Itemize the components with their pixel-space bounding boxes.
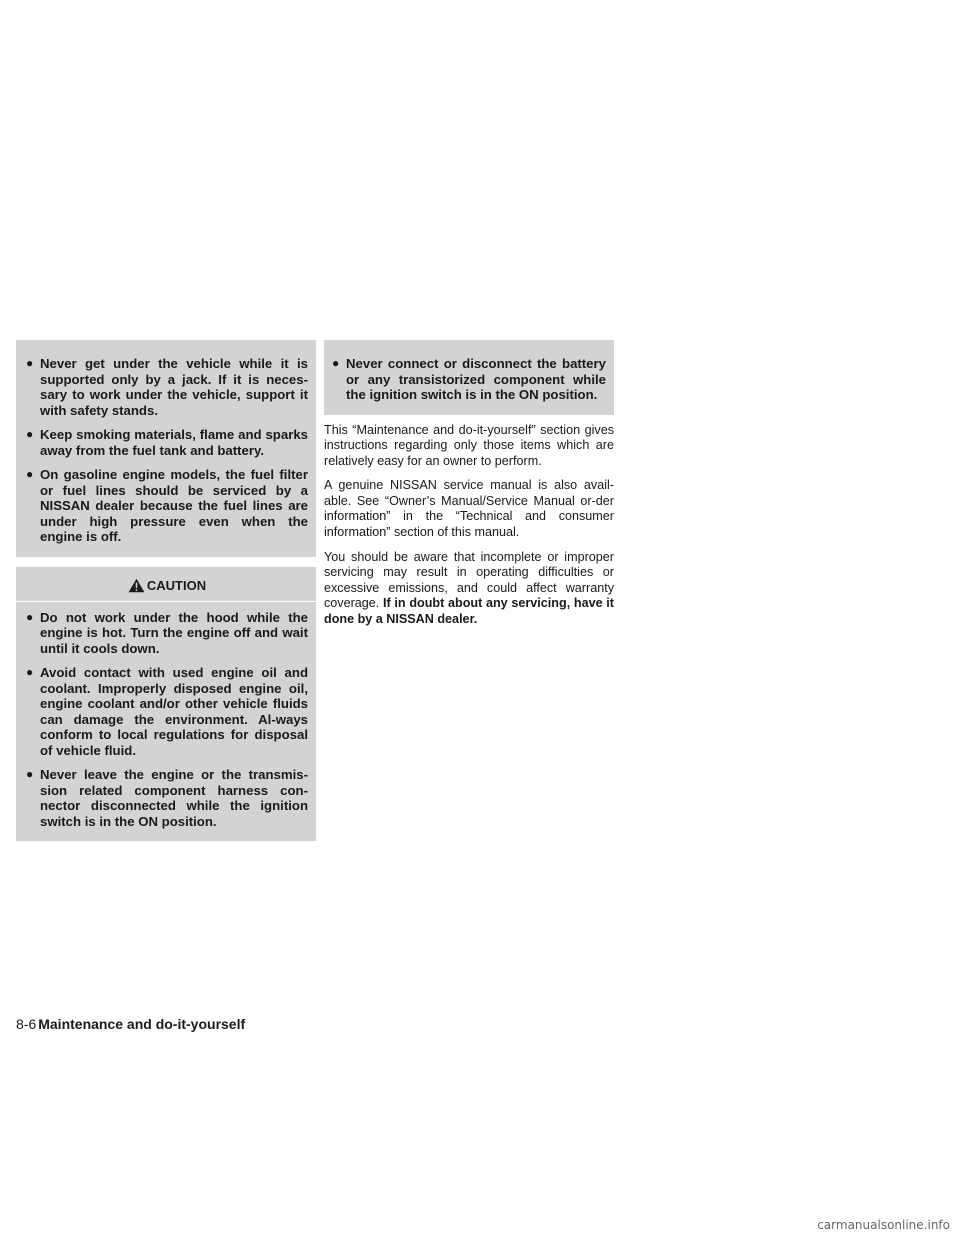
bullet-icon: ●: [26, 665, 34, 679]
servicing-paragraph-text: You should be aware that incomplete or improper servicing may result in operating difficulties or excessive emissions, and could affect warranty coverage.: [324, 549, 614, 611]
bullet-icon: ●: [332, 356, 340, 370]
section-title: Maintenance and do-it-yourself: [38, 1016, 246, 1032]
caution-divider: [16, 601, 316, 602]
bullet-icon: ●: [26, 356, 34, 370]
warning-list: [26, 356, 308, 545]
servicing-paragraph-emphasis: If in doubt about any servicing, have it done by a NISSAN dealer.: [324, 596, 614, 627]
service-manual-paragraph: A genuine NISSAN service manual is also avail-able. See “Owner’s Manual/Service Manual or-der information” in the “Technical and consumer information” section of this manual.: [324, 478, 614, 540]
bullet-icon: ●: [26, 427, 34, 441]
warning-item-text: Keep smoking materials, flame and sparks away from the fuel tank and battery.: [40, 427, 308, 458]
warning-triangle-icon: [128, 578, 145, 593]
warning-item: [26, 427, 308, 458]
warning-item-text: On gasoline engine models, the fuel filter or fuel lines should be serviced by a NISSAN dealer because the fuel lines are under high pressure even when the engine is off.: [40, 467, 308, 544]
page-number: 8-6: [16, 1016, 37, 1032]
spacer: [324, 415, 614, 423]
caution-list: [26, 610, 308, 830]
caution-item-text: Never leave the engine or the transmis-sion related component harness con-nector disconnected while the ignition switch is in the ON position.: [40, 767, 308, 829]
warning-item-text: Never connect or disconnect the battery or any transistorized component while the ignition switch is in the ON position.: [346, 356, 606, 402]
caution-heading: [26, 571, 308, 601]
page-footer: [16, 1016, 245, 1032]
warning-box-continued: [324, 340, 614, 415]
caution-heading-text: CAUTION: [146, 577, 207, 593]
bullet-icon: ●: [26, 467, 34, 481]
caution-box: [16, 567, 316, 842]
intro-paragraph: This “Maintenance and do-it-yourself” section gives instructions regarding only those items which are relatively easy for an owner to perform.: [324, 422, 614, 468]
right-column: [324, 340, 614, 637]
warning-item: [26, 467, 308, 545]
warning-box: [16, 340, 316, 557]
caution-item-text: Avoid contact with used engine oil and coolant. Improperly disposed engine oil, engine coolant and/or other vehicle fluids can damage the environment. Al-ways conform to local regulations for disposal of vehicle fluid.: [40, 665, 308, 758]
caution-item-text: Do not work under the hood while the engine is hot. Turn the engine off and wait until it cools down.: [40, 609, 308, 656]
warning-item: [26, 356, 308, 418]
warning-item: [332, 356, 606, 403]
bullet-icon: ●: [26, 609, 34, 624]
left-column: [16, 340, 316, 841]
caution-item: [26, 610, 308, 657]
caution-item: [26, 665, 308, 758]
watermark: carmanualsonline.info: [817, 1218, 950, 1232]
box-spacer: [16, 557, 316, 567]
bullet-icon: ●: [26, 767, 34, 781]
warning-item-text: Never get under the vehicle while it is supported only by a jack. If it is neces-sary to work under the vehicle, support it with safety stands.: [40, 356, 308, 418]
warning-list-continued: [332, 356, 606, 403]
caution-item: [26, 767, 308, 829]
servicing-paragraph: [324, 550, 614, 628]
